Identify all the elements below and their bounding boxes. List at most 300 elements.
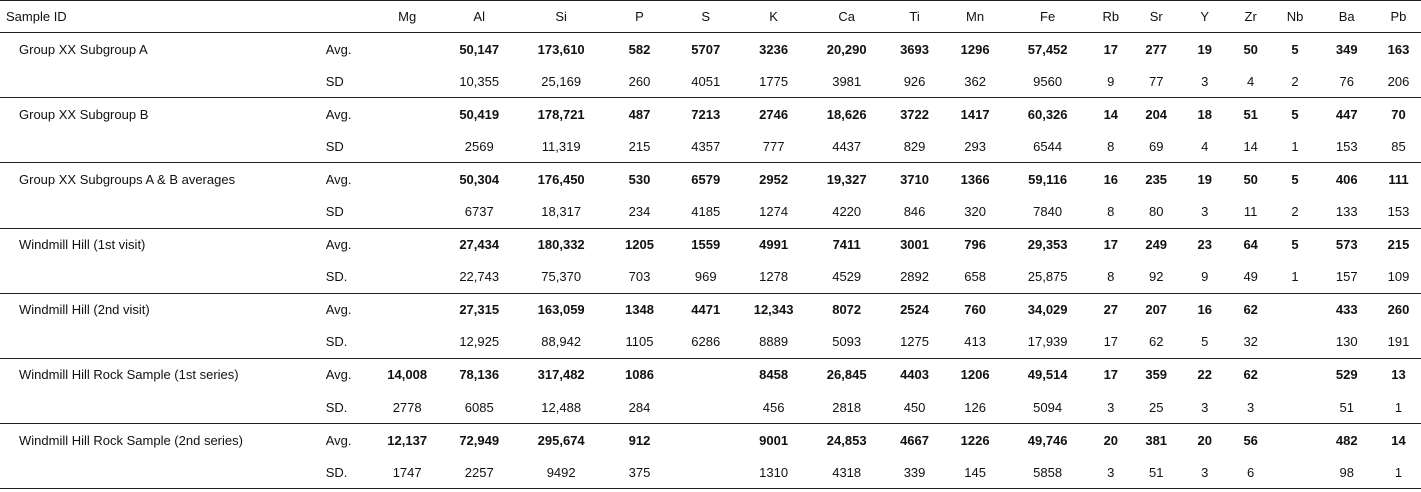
table-row-average [0,424,1421,457]
value-cell: 20 [1181,424,1229,457]
value-cell: 1747 [373,456,442,489]
sample-id-cell: Windmill Hill (1st visit) [0,228,326,261]
value-cell: 573 [1317,228,1375,261]
value-cell [1273,326,1318,359]
value-cell: 447 [1317,98,1375,131]
value-cell: 13 [1376,358,1421,391]
value-cell: 17 [1103,334,1119,350]
value-cell: 4437 [832,138,862,154]
value-cell: 1274 [759,204,789,220]
value-cell: 3 [1090,456,1132,489]
value-cell: 4 [1247,73,1255,89]
value-cell: 235 [1132,163,1181,196]
value-cell: 173,610 [517,33,606,66]
value-cell: 14 [1090,98,1132,131]
header-sample-id: Sample ID [0,1,326,33]
header-element: Zr [1229,1,1273,33]
value-cell: 109 [1387,269,1410,285]
stat-label-cell: Avg. [326,228,373,261]
value-cell: 5094 [1033,399,1063,415]
value-cell: 8072 [809,293,884,326]
stat-label-cell: Avg. [326,33,373,66]
value-cell: 12,343 [738,293,809,326]
value-cell: 62 [1148,334,1164,350]
value-cell: 846 [903,204,926,220]
value-cell [373,228,442,261]
table-row-sd [0,391,1421,424]
value-cell: 260 [628,73,651,89]
value-cell: 912 [606,424,674,457]
value-cell: 9001 [738,424,809,457]
value-cell: 6 [1229,456,1273,489]
value-cell: 2257 [442,456,517,489]
value-cell [373,195,442,228]
value-cell: 12,488 [541,399,582,415]
value-cell: 17 [1090,228,1132,261]
stat-label-cell: Avg. [326,98,373,131]
stat-label-cell: Avg. [326,293,373,326]
value-cell: 8458 [738,358,809,391]
table-row-sd [0,65,1421,98]
value-cell: 27 [1090,293,1132,326]
header-element: Ca [809,1,884,33]
value-cell: 1205 [606,228,674,261]
value-cell: 25,169 [541,73,582,89]
value-cell [373,130,442,163]
header-element: P [606,1,674,33]
value-cell: 11 [1243,204,1258,220]
value-cell: 381 [1132,424,1181,457]
value-cell: 18,626 [809,98,884,131]
value-cell: 450 [903,399,926,415]
value-cell: 32 [1243,334,1258,350]
stat-label-cell: SD [325,73,344,89]
value-cell: 4357 [691,138,721,154]
value-cell: 5858 [1005,456,1090,489]
value-cell: 2569 [464,138,494,154]
header-element: Rb [1090,1,1132,33]
value-cell: 7411 [809,228,884,261]
value-cell: 5093 [832,334,862,350]
value-cell: 6737 [464,204,494,220]
value-cell: 349 [1317,33,1375,66]
value-cell: 4403 [884,358,945,391]
sample-id-cell: Group XX Subgroup B [0,98,326,131]
stat-label-cell: SD [325,204,344,220]
table-row-average [0,33,1421,66]
value-cell: 3 [1107,399,1115,415]
sample-id-cell [0,261,326,294]
value-cell: 2746 [738,98,809,131]
value-cell: 50 [1229,33,1273,66]
table-row-sd [0,456,1421,489]
value-cell: 796 [945,228,1006,261]
value-cell: 3236 [738,33,809,66]
value-cell: 9 [1201,269,1209,285]
value-cell: 2 [1291,204,1299,220]
value-cell: 49 [1243,269,1258,285]
value-cell: 3 [1181,456,1229,489]
header-element: Fe [1005,1,1090,33]
table-row-average [0,163,1421,196]
value-cell: 234 [628,204,651,220]
value-cell: 487 [606,98,674,131]
value-cell: 1310 [738,456,809,489]
sample-id-cell [0,391,326,424]
value-cell: 3981 [832,73,862,89]
value-cell: 1 [1376,456,1421,489]
value-cell: 5 [1273,98,1318,131]
sample-id-cell [0,326,326,359]
sample-id-cell: Group XX Subgroups A & B averages [0,163,326,196]
value-cell: 284 [628,399,651,415]
value-cell: 10,355 [459,73,500,89]
value-cell: 14 [1376,424,1421,457]
value-cell: 8 [1107,269,1115,285]
value-cell: 4 [1201,138,1209,154]
value-cell: 98 [1317,456,1375,489]
header-element: Nb [1273,1,1318,33]
value-cell: 50,419 [442,98,517,131]
value-cell: 191 [1387,334,1410,350]
value-cell: 8889 [759,334,789,350]
header-element: Ba [1317,1,1375,33]
value-cell: 51 [1132,456,1181,489]
value-cell: 1275 [900,334,929,350]
stat-label-cell: SD. [325,269,348,285]
header-row [0,1,1421,33]
table-row-average [0,293,1421,326]
value-cell: 22 [1181,358,1229,391]
value-cell: 3722 [884,98,945,131]
value-cell: 18,317 [541,204,582,220]
value-cell: 51 [1229,98,1273,131]
value-cell: 215 [628,138,651,154]
value-cell: 76 [1339,73,1354,89]
value-cell: 64 [1229,228,1273,261]
value-cell: 249 [1132,228,1181,261]
value-cell: 22,743 [459,269,500,285]
value-cell: 51 [1339,399,1354,415]
value-cell: 760 [945,293,1006,326]
value-cell: 6085 [464,399,494,415]
value-cell: 5 [1273,33,1318,66]
value-cell [673,424,738,457]
value-cell: 9560 [1033,73,1063,89]
value-cell: 56 [1229,424,1273,457]
value-cell: 49,746 [1005,424,1090,457]
value-cell: 27,315 [442,293,517,326]
value-cell: 29,353 [1005,228,1090,261]
value-cell: 75,370 [541,269,582,285]
value-cell: 413 [964,334,986,350]
value-cell: 85 [1391,138,1406,154]
value-cell: 27,434 [442,228,517,261]
value-cell: 70 [1376,98,1421,131]
value-cell: 49,514 [1005,358,1090,391]
value-cell: 16 [1090,163,1132,196]
value-cell: 3 [1201,399,1209,415]
value-cell: 4667 [884,424,945,457]
value-cell: 19 [1181,163,1229,196]
value-cell: 1559 [673,228,738,261]
value-cell: 215 [1376,228,1421,261]
value-cell: 2778 [392,399,422,415]
value-cell: 3693 [884,33,945,66]
value-cell: 14 [1243,138,1258,154]
value-cell: 204 [1132,98,1181,131]
value-cell: 153 [1335,138,1358,154]
value-cell: 17 [1090,358,1132,391]
value-cell: 1296 [945,33,1006,66]
value-cell: 50,304 [442,163,517,196]
value-cell: 317,482 [517,358,606,391]
sample-id-cell [0,456,326,489]
value-cell [1273,358,1318,391]
value-cell: 11,319 [541,138,581,154]
stat-label-cell: SD. [326,456,373,489]
value-cell: 777 [762,138,785,154]
value-cell: 50 [1229,163,1273,196]
header-element: Mg [373,1,442,33]
value-cell [373,261,442,294]
sample-id-cell [0,65,326,98]
value-cell [373,33,442,66]
value-cell: 456 [762,399,785,415]
value-cell: 530 [606,163,674,196]
value-cell: 1086 [606,358,674,391]
value-cell: 17 [1090,33,1132,66]
value-cell: 3 [1247,399,1255,415]
value-cell: 72,949 [442,424,517,457]
header-element: Pb [1376,1,1421,33]
header-element: Ti [884,1,945,33]
sample-id-cell: Windmill Hill Rock Sample (2nd series) [0,424,326,457]
value-cell: 3001 [884,228,945,261]
value-cell: 25 [1148,399,1164,415]
value-cell: 5 [1273,228,1318,261]
stat-label-cell: SD [325,138,344,154]
value-cell: 133 [1335,204,1358,220]
value-cell: 293 [964,138,986,154]
value-cell: 926 [903,73,926,89]
value-cell: 1417 [945,98,1006,131]
value-cell: 57,452 [1005,33,1090,66]
value-cell: 8 [1107,138,1115,154]
value-cell: 62 [1229,358,1273,391]
value-cell: 207 [1132,293,1181,326]
sample-id-cell: Windmill Hill Rock Sample (1st series) [0,358,326,391]
value-cell: 78,136 [442,358,517,391]
value-cell: 163 [1376,33,1421,66]
header-element: Al [442,1,517,33]
value-cell: 12,137 [373,424,442,457]
value-cell: 1206 [945,358,1006,391]
value-cell: 829 [903,138,926,154]
value-cell: 482 [1317,424,1375,457]
value-cell: 18 [1181,98,1229,131]
value-cell: 433 [1317,293,1375,326]
stat-label-cell: Avg. [326,424,373,457]
value-cell: 5 [1201,334,1209,350]
value-cell [1273,293,1318,326]
value-cell: 406 [1317,163,1375,196]
value-cell: 339 [884,456,945,489]
value-cell: 1775 [759,73,789,89]
value-cell: 703 [628,269,651,285]
value-cell: 60,326 [1005,98,1090,131]
value-cell: 92 [1148,269,1164,285]
value-cell: 8 [1107,204,1115,220]
value-cell: 362 [964,73,986,89]
stat-label-cell: SD. [325,399,348,415]
table-row-sd [0,130,1421,163]
value-cell: 7840 [1033,204,1063,220]
stat-label-cell: SD. [325,334,348,350]
value-cell [373,98,442,131]
value-cell: 62 [1229,293,1273,326]
table-body [0,33,1421,489]
value-cell: 26,845 [809,358,884,391]
value-cell: 17,939 [1027,334,1068,350]
value-cell: 3 [1201,73,1209,89]
value-cell [373,163,442,196]
table-row-average [0,228,1421,261]
value-cell [373,326,442,359]
value-cell: 145 [945,456,1006,489]
value-cell: 2892 [900,269,929,285]
value-cell: 1105 [625,334,654,350]
value-cell: 4991 [738,228,809,261]
value-cell: 9492 [517,456,606,489]
value-cell: 153 [1387,204,1410,220]
value-cell: 130 [1335,334,1358,350]
value-cell: 2524 [884,293,945,326]
value-cell: 1226 [945,424,1006,457]
value-cell: 4051 [691,73,721,89]
sample-id-cell [0,195,326,228]
sample-id-cell: Group XX Subgroup A [0,33,326,66]
value-cell: 5707 [673,33,738,66]
value-cell: 59,116 [1005,163,1090,196]
value-cell: 19,327 [809,163,884,196]
value-cell: 529 [1317,358,1375,391]
value-cell: 7213 [673,98,738,131]
value-cell: 163,059 [517,293,606,326]
value-cell: 4220 [832,204,862,220]
value-cell: 1 [1291,269,1299,285]
header-stat [326,1,373,33]
value-cell: 50,147 [442,33,517,66]
stat-label-cell: Avg. [326,358,373,391]
value-cell: 582 [606,33,674,66]
value-cell [373,293,442,326]
value-cell: 359 [1132,358,1181,391]
table-row-average [0,358,1421,391]
value-cell [1273,391,1318,424]
sample-id-cell [0,130,326,163]
value-cell: 969 [694,269,717,285]
value-cell: 2 [1291,73,1299,89]
value-cell: 3710 [884,163,945,196]
value-cell: 4529 [832,269,862,285]
value-cell: 260 [1376,293,1421,326]
value-cell: 88,942 [541,334,582,350]
value-cell [373,65,442,98]
value-cell: 180,332 [517,228,606,261]
value-cell: 1 [1291,138,1299,154]
value-cell: 6286 [691,334,721,350]
value-cell: 206 [1387,73,1410,89]
value-cell: 25,875 [1027,269,1068,285]
value-cell: 277 [1132,33,1181,66]
value-cell: 69 [1148,138,1164,154]
value-cell: 24,853 [809,424,884,457]
value-cell: 126 [964,399,986,415]
value-cell: 375 [606,456,674,489]
value-cell [1273,456,1318,489]
value-cell: 34,029 [1005,293,1090,326]
value-cell: 1278 [759,269,789,285]
value-cell: 2818 [832,399,862,415]
value-cell: 77 [1148,73,1164,89]
value-cell: 5 [1273,163,1318,196]
value-cell [673,358,738,391]
table-row-average [0,98,1421,131]
value-cell: 9 [1107,73,1115,89]
value-cell: 658 [964,269,986,285]
value-cell: 20 [1090,424,1132,457]
value-cell: 16 [1181,293,1229,326]
value-cell: 157 [1335,269,1358,285]
value-cell [673,456,738,489]
sample-id-cell: Windmill Hill (2nd visit) [0,293,326,326]
value-cell: 80 [1148,204,1164,220]
table-row-sd [0,326,1421,359]
value-cell [1273,424,1318,457]
value-cell: 23 [1181,228,1229,261]
value-cell: 4471 [673,293,738,326]
header-element: K [738,1,809,33]
value-cell: 320 [964,204,986,220]
value-cell: 3 [1201,204,1209,220]
header-element: Sr [1132,1,1181,33]
value-cell: 14,008 [373,358,442,391]
value-cell: 1348 [606,293,674,326]
value-cell: 111 [1376,163,1421,196]
header-element: Si [517,1,606,33]
value-cell: 1 [1394,399,1403,415]
header-element: Mn [945,1,1006,33]
value-cell: 4185 [691,204,721,220]
value-cell: 6579 [673,163,738,196]
value-cell: 6544 [1033,138,1063,154]
table-row-sd [0,261,1421,294]
stat-label-cell: Avg. [326,163,373,196]
value-cell: 12,925 [459,334,500,350]
value-cell: 19 [1181,33,1229,66]
value-cell: 20,290 [809,33,884,66]
value-cell: 178,721 [517,98,606,131]
header-element: Y [1181,1,1229,33]
value-cell: 4318 [809,456,884,489]
value-cell: 176,450 [517,163,606,196]
value-cell: 1366 [945,163,1006,196]
value-cell [673,391,738,424]
value-cell: 295,674 [517,424,606,457]
value-cell: 2952 [738,163,809,196]
table-row-sd [0,195,1421,228]
